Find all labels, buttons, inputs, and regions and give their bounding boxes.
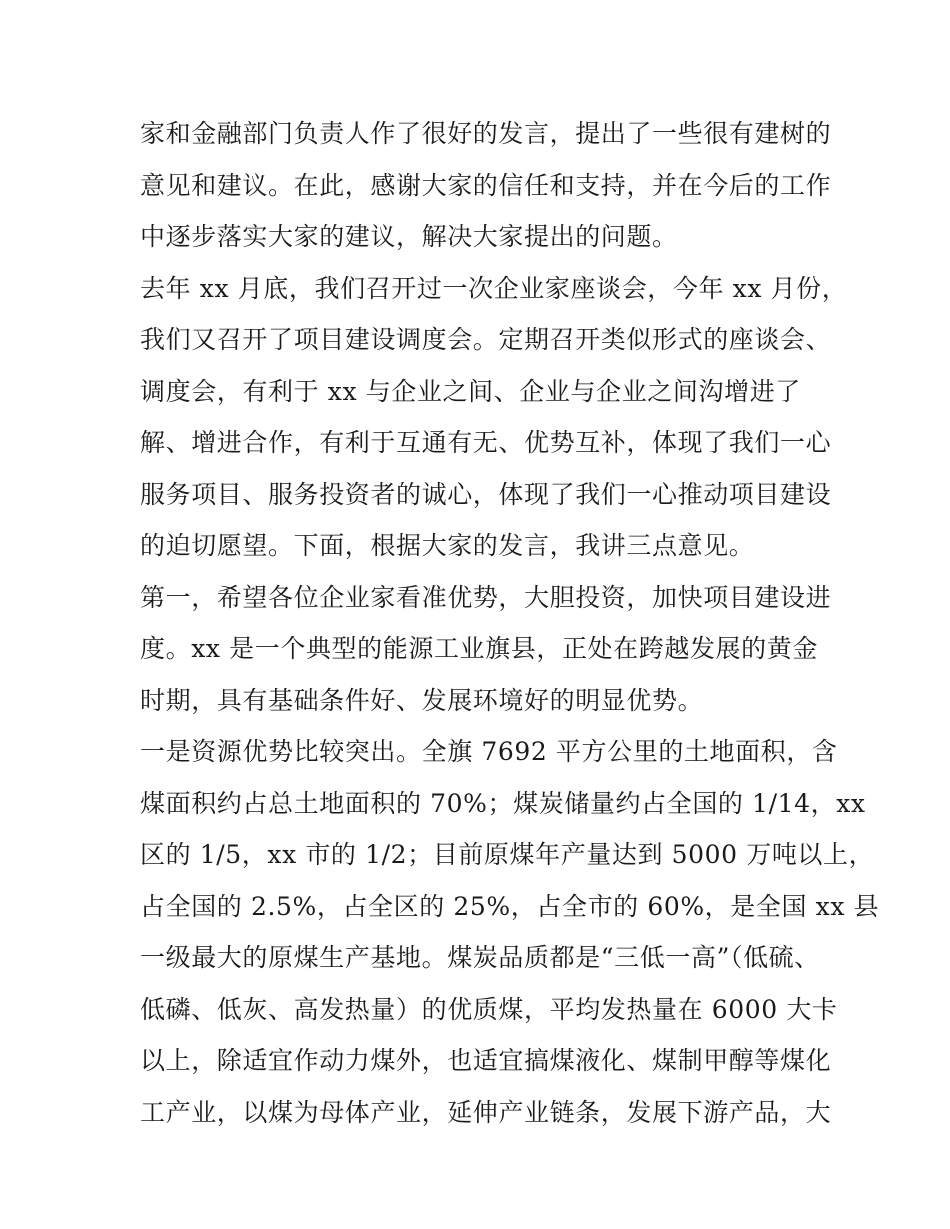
text-line-8: 服务项目、服务投资者的诚心，体现了我们一心推动项目建设	[140, 479, 832, 509]
text-line-19: 以上，除适宜作动力煤外，也适宜搞煤液化、煤制甲醇等煤化	[140, 1046, 832, 1075]
text-line-13: 一是资源优势比较突出。全旗 7692 平方公里的土地面积，含	[140, 737, 838, 766]
text-line-12: 时期，具有基础条件好、发展环境好的明显优势。	[140, 685, 704, 715]
text-line-18: 低磷、低灰、高发热量）的优质煤，平均发热量在 6000 大卡	[140, 994, 838, 1024]
text-line-20: 工产业，以煤为母体产业，延伸产业链条，发展下游产品，大	[140, 1097, 832, 1127]
text-line-10: 第一，希望各位企业家看准优势，大胆投资，加快项目建设进	[140, 582, 832, 612]
text-line-14: 煤面积约占总土地面积的 70%；煤炭储量约占全国的 1/14，xx	[140, 788, 866, 818]
text-line-2: 意见和建议。在此，感谢大家的信任和支持，并在今后的工作	[140, 170, 832, 200]
text-line-7: 解、增进合作，有利于互通有无、优势互补，体现了我们一心	[140, 428, 832, 457]
text-line-6: 调度会，有利于 xx 与企业之间、企业与企业之间沟增进了	[140, 376, 801, 406]
text-line-15: 区的 1/5，xx 市的 1/2；目前原煤年产量达到 5000 万吨以上，	[140, 840, 875, 869]
text-line-11: 度。xx 是一个典型的能源工业旗县，正处在跨越发展的黄金	[140, 634, 818, 663]
text-line-3: 中逐步落实大家的建议，解决大家提出的问题。	[140, 222, 678, 251]
text-line-16: 占全国的 2.5%，占全区的 25%，占全市的 60%，是全国 xx 县	[140, 891, 880, 921]
text-line-9: 的迫切愿望。下面，根据大家的发言，我讲三点意见。	[140, 531, 755, 560]
body-text	[140, 108, 880, 1138]
text-line-4: 去年 xx 月底，我们召开过一次企业家座谈会，今年 xx 月份，	[140, 273, 848, 303]
text-line-5: 我们又召开了项目建设调度会。定期召开类似形式的座谈会、	[140, 325, 832, 354]
text-line-1: 家和金融部门负责人作了很好的发言，提出了一些很有建树的	[140, 119, 832, 148]
text-line-17: 一级最大的原煤生产基地。煤炭品质都是“三低一高”（低硫、	[140, 943, 820, 972]
